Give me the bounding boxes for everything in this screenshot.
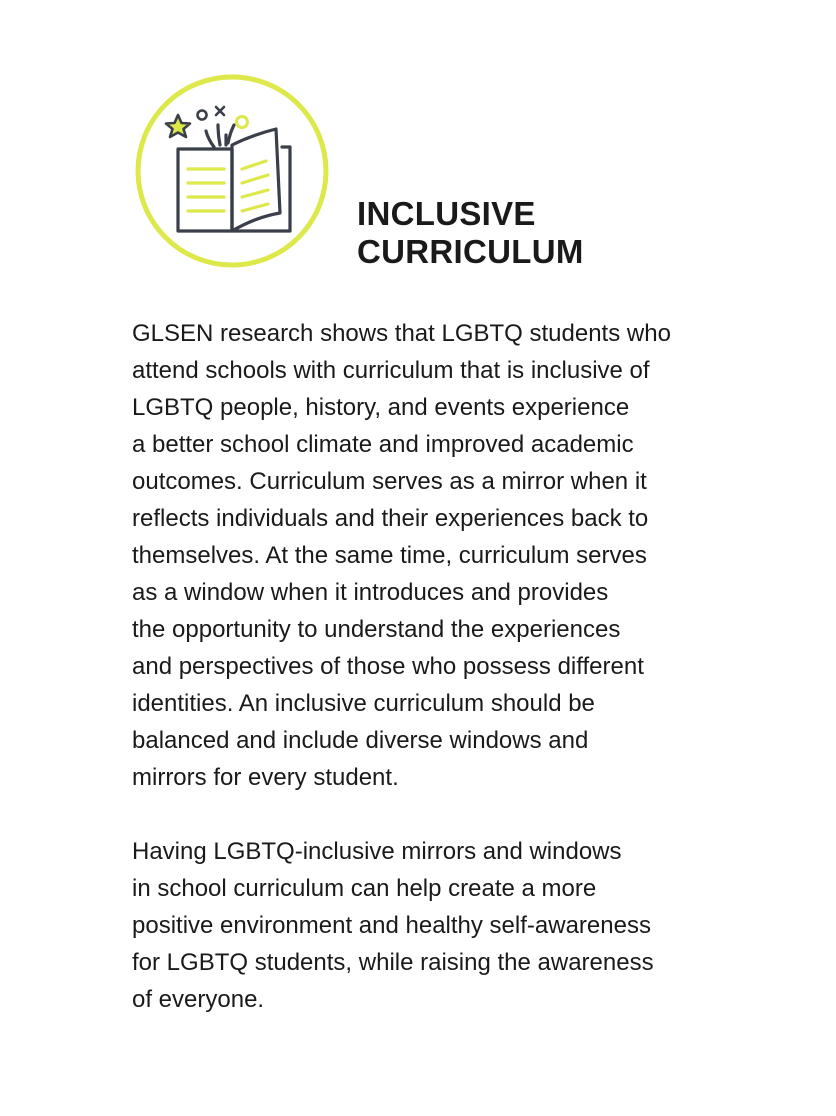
section-heading [357,195,584,271]
text-line: GLSEN research shows that LGBTQ students who [132,320,671,347]
text-line: for LGBTQ students, while raising the awareness [132,949,654,976]
text-line: and perspectives of those who possess different [132,653,644,680]
text-line: Having LGBTQ-inclusive mirrors and windows [132,838,622,865]
heading-line-1: INCLUSIVE [357,195,536,232]
text-line: balanced and include diverse windows and [132,727,589,754]
sparkle-circle-small [198,111,207,120]
text-line: the opportunity to understand the experiences [132,616,621,643]
text-line: of everyone. [132,986,265,1013]
sparkle-x-mark [216,107,224,115]
text-line: mirrors for every student. [132,764,399,791]
text-line: as a window when it introduces and provides [132,579,609,606]
body-text [132,315,762,1018]
text-line: in school curriculum can help create a more [132,875,597,902]
left-page [178,149,232,231]
text-line: a better school climate and improved academic [132,431,634,458]
paragraph-2 [132,833,762,1018]
open-book-with-sparkles-icon [134,73,330,269]
text-line: attend schools with curriculum that is inclusive of [132,357,650,384]
text-line: outcomes. Curriculum serves as a mirror when it [132,468,647,495]
curriculum-icon-badge [134,73,330,269]
text-line: reflects individuals and their experiences back to [132,505,649,532]
text-line: themselves. At the same time, curriculum serves [132,542,647,569]
text-line: identities. An inclusive curriculum should be [132,690,595,717]
star-icon [166,115,190,137]
text-line: positive environment and healthy self-awareness [132,912,651,939]
heading-line-2: CURRICULUM [357,233,584,270]
sparkle-circle-accent [237,117,248,128]
text-line: LGBTQ people, history, and events experience [132,394,630,421]
paragraph-1 [132,315,762,796]
